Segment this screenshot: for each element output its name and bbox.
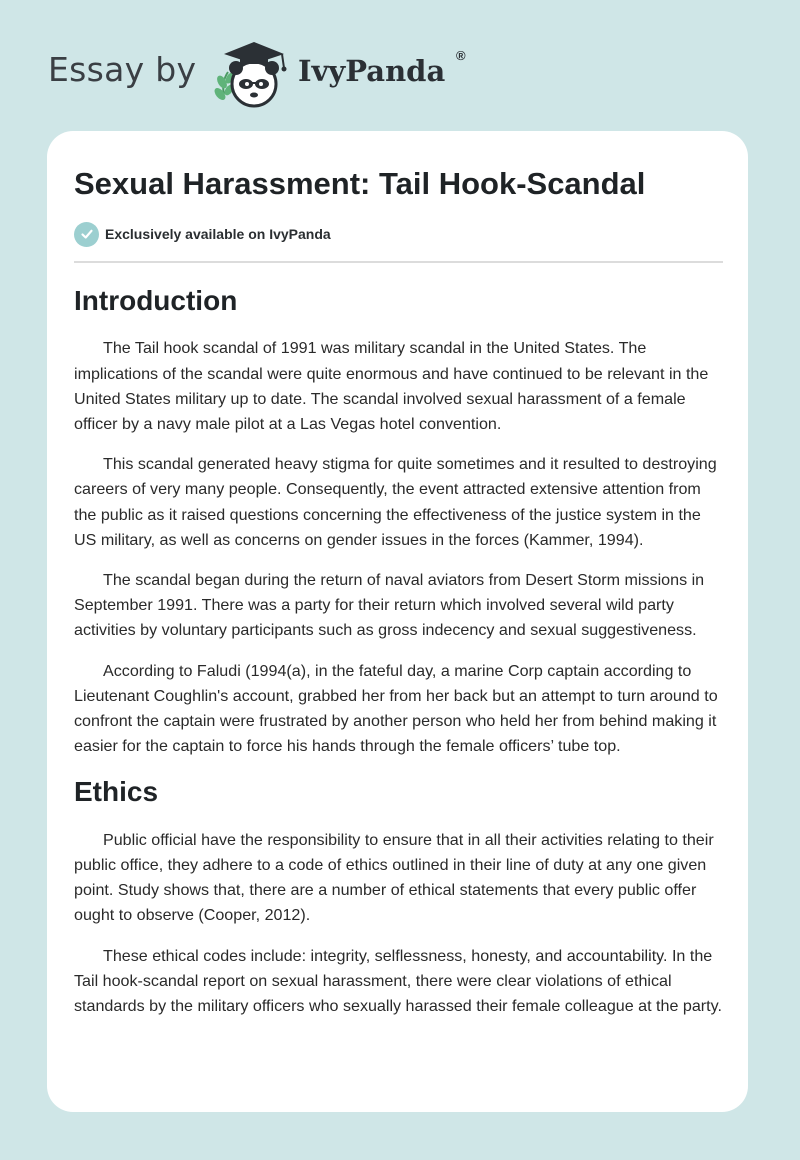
section-ethics [74,774,726,1019]
section-heading: Ethics [74,776,159,808]
badge-text: Exclusively available on IvyPanda [105,226,331,242]
registered-mark: ® [456,48,466,63]
exclusive-badge [74,221,331,247]
paragraph: This scandal generated heavy stigma for quite sometimes and it resulted to destroying careers of very many people. Consequently, the event attracted extensive attention from the public as it raised questions concerning the effectiveness of the justice system in the US military, as well as concerns on gender issues in the forces (Kammer, 1994). [74,455,717,549]
section-introduction [74,283,726,759]
brand-name: IvyPanda [298,54,446,88]
divider [74,261,723,263]
brand-prefix: Essay by [48,50,197,89]
paragraph: These ethical codes include: integrity, selflessness, honesty, and accountability. In the Tail hook-scandal report on sexual harassment, there were clear violations of ethical standards by the military officers who sexually harassed their female colleague at the party. [74,946,722,1016]
article-card [47,131,748,1112]
article-body [74,283,726,1034]
paragraph: Public official have the responsibility to ensure that in all their activities relating to their public office, they adhere to a code of ethics outlined in their line of duty at any one given point. Study shows that, there are a number of ethical statements that every public offer ought to observe (Cooper, 2012). [74,830,714,925]
site-brand[interactable] [48,30,468,110]
section-heading: Introduction [74,285,238,316]
check-icon [74,222,99,247]
panda-graduation-cap-icon [202,32,292,112]
paragraph: The scandal began during the return of naval aviators from Desert Storm missions in September 1991. There was a party for their return which involved several wild party activities by voluntary participants such as gross indecency and sexual suggestiveness. [74,571,705,640]
article-title: Sexual Harassment: Tail Hook-Scandal [74,166,646,201]
paragraph: The Tail hook scandal of 1991 was military scandal in the United States. The implications of the scandal were quite enormous and have continued to be relevant in the United States military up to date. The scandal involved sexual harassment of a female officer by a navy male pilot at a Las Vegas hotel convention. [74,339,709,433]
paragraph: According to Faludi (1994(a), in the fateful day, a marine Corp captain according to Lieutenant Coughlin's account, grabbed her from her back but an attempt to turn around to confront the captain were frustrated by another person who held her from behind making it easier for the captain to force his hands through the female officers’ tube top. [74,661,718,756]
